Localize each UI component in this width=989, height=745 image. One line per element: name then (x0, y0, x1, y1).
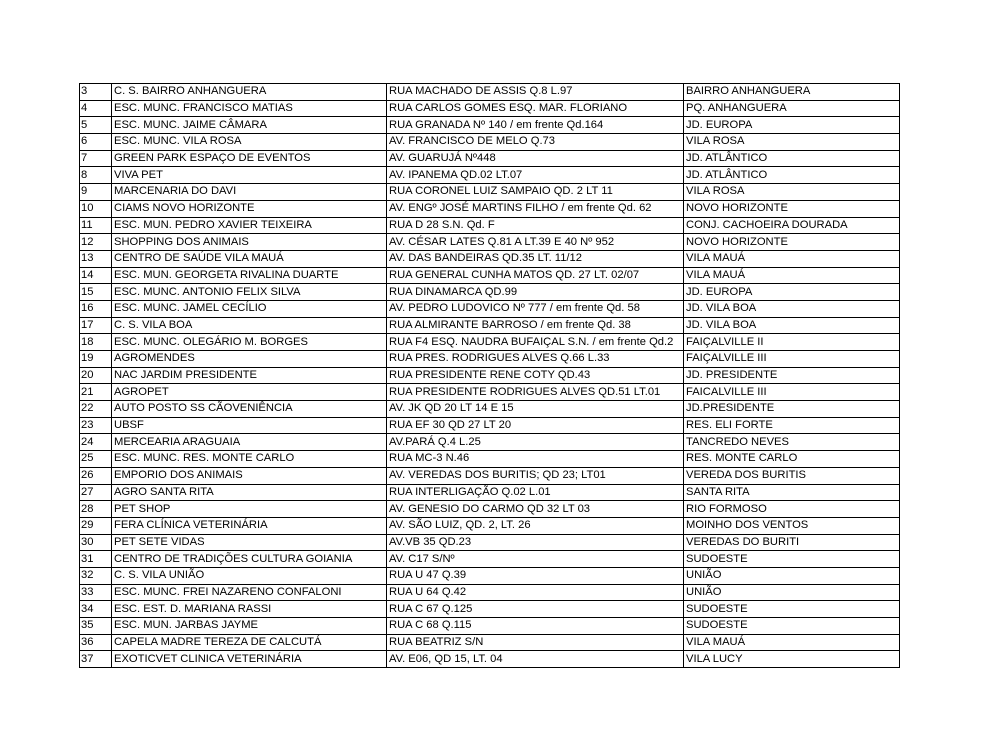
neighborhood-cell: NOVO HORIZONTE (684, 234, 900, 251)
location-name-cell: EMPORIO DOS ANIMAIS (112, 467, 387, 484)
address-cell: AV. ENGº JOSÉ MARTINS FILHO / em frente Qd. 62 (387, 200, 684, 217)
neighborhood-cell: FAICALVILLE III (684, 384, 900, 401)
neighborhood-cell: FAIÇALVILLE III (684, 351, 900, 368)
row-number-cell: 35 (80, 618, 112, 635)
location-name-cell: ESC. MUNC. ANTONIO FELIX SILVA (112, 284, 387, 301)
row-number-cell: 26 (80, 467, 112, 484)
location-name-cell: PET SETE VIDAS (112, 534, 387, 551)
row-number-cell: 6 (80, 134, 112, 151)
table-row (80, 567, 900, 584)
table-row (80, 250, 900, 267)
neighborhood-cell: SUDOESTE (684, 601, 900, 618)
row-number-cell: 25 (80, 451, 112, 468)
neighborhood-cell: PQ. ANHANGUERA (684, 100, 900, 117)
address-cell: RUA C 67 Q.125 (387, 601, 684, 618)
location-name-cell: CENTRO DE TRADIÇÕES CULTURA GOIANIA (112, 551, 387, 568)
neighborhood-cell: JD. EUROPA (684, 284, 900, 301)
location-name-cell: UBSF (112, 417, 387, 434)
row-number-cell: 3 (80, 84, 112, 101)
neighborhood-cell: JD. EUROPA (684, 117, 900, 134)
table-row (80, 100, 900, 117)
table-row (80, 651, 900, 668)
location-name-cell: NAC JARDIM PRESIDENTE (112, 367, 387, 384)
address-cell: AV. GENESIO DO CARMO QD 32 LT 03 (387, 501, 684, 518)
table-row (80, 517, 900, 534)
neighborhood-cell: VILA ROSA (684, 134, 900, 151)
address-cell: AV. IPANEMA QD.02 LT.07 (387, 167, 684, 184)
address-cell: AV. FRANCISCO DE MELO Q.73 (387, 134, 684, 151)
address-cell: AV. GUARUJÁ Nº448 (387, 150, 684, 167)
location-name-cell: ESC. MUN. JARBAS JAYME (112, 618, 387, 635)
row-number-cell: 34 (80, 601, 112, 618)
location-name-cell: FERA CLÍNICA VETERINÁRIA (112, 517, 387, 534)
address-cell: RUA CORONEL LUIZ SAMPAIO QD. 2 LT 11 (387, 184, 684, 201)
location-name-cell: ESC. MUNC. VILA ROSA (112, 134, 387, 151)
neighborhood-cell: VILA MAUÁ (684, 634, 900, 651)
neighborhood-cell: VEREDA DOS BURITIS (684, 467, 900, 484)
table-row (80, 384, 900, 401)
row-number-cell: 29 (80, 517, 112, 534)
neighborhood-cell: JD. VILA BOA (684, 300, 900, 317)
table-row (80, 534, 900, 551)
address-cell: AV. SÃO LUIZ, QD. 2, LT. 26 (387, 517, 684, 534)
neighborhood-cell: JD. VILA BOA (684, 317, 900, 334)
neighborhood-cell: VILA MAUÁ (684, 250, 900, 267)
address-cell: RUA F4 ESQ. NAUDRA BUFAIÇAL S.N. / em frente Qd.2 (387, 334, 684, 351)
table-row (80, 367, 900, 384)
table-row (80, 234, 900, 251)
neighborhood-cell: BAIRRO ANHANGUERA (684, 84, 900, 101)
location-name-cell: ESC. MUNC. JAMEL CECÍLIO (112, 300, 387, 317)
row-number-cell: 19 (80, 351, 112, 368)
address-cell: RUA EF 30 QD 27 LT 20 (387, 417, 684, 434)
row-number-cell: 9 (80, 184, 112, 201)
address-cell: AV. PEDRO LUDOVICO Nº 777 / em frente Qd. 58 (387, 300, 684, 317)
location-name-cell: ESC. MUNC. JAIME CÂMARA (112, 117, 387, 134)
location-name-cell: AGRO SANTA RITA (112, 484, 387, 501)
address-cell: AV.VB 35 QD.23 (387, 534, 684, 551)
location-name-cell: C. S. VILA UNIÃO (112, 567, 387, 584)
location-name-cell: SHOPPING DOS ANIMAIS (112, 234, 387, 251)
address-cell: RUA GENERAL CUNHA MATOS QD. 27 LT. 02/07 (387, 267, 684, 284)
address-cell: AV. C17 S/Nº (387, 551, 684, 568)
table-row (80, 584, 900, 601)
table-row (80, 317, 900, 334)
row-number-cell: 31 (80, 551, 112, 568)
address-cell: RUA U 47 Q.39 (387, 567, 684, 584)
location-name-cell: C. S. BAIRRO ANHANGUERA (112, 84, 387, 101)
row-number-cell: 22 (80, 401, 112, 418)
neighborhood-cell: JD. ATLÂNTICO (684, 150, 900, 167)
table-row (80, 84, 900, 101)
neighborhood-cell: JD.PRESIDENTE (684, 401, 900, 418)
neighborhood-cell: JD. PRESIDENTE (684, 367, 900, 384)
neighborhood-cell: VILA MAUÁ (684, 267, 900, 284)
row-number-cell: 23 (80, 417, 112, 434)
location-name-cell: ESC. MUN. GEORGETA RIVALINA DUARTE (112, 267, 387, 284)
address-cell: AV.PARÁ Q.4 L.25 (387, 434, 684, 451)
address-cell: AV. CÉSAR LATES Q.81 A LT.39 E 40 Nº 952 (387, 234, 684, 251)
location-name-cell: ESC. MUNC. OLEGÁRIO M. BORGES (112, 334, 387, 351)
address-cell: AV. DAS BANDEIRAS QD.35 LT. 11/12 (387, 250, 684, 267)
row-number-cell: 37 (80, 651, 112, 668)
table-row (80, 150, 900, 167)
row-number-cell: 28 (80, 501, 112, 518)
location-name-cell: MARCENARIA DO DAVI (112, 184, 387, 201)
address-cell: RUA PRESIDENTE RODRIGUES ALVES QD.51 LT.01 (387, 384, 684, 401)
row-number-cell: 15 (80, 284, 112, 301)
table-row (80, 134, 900, 151)
row-number-cell: 14 (80, 267, 112, 284)
location-name-cell: CIAMS NOVO HORIZONTE (112, 200, 387, 217)
table-row (80, 551, 900, 568)
neighborhood-cell: MOINHO DOS VENTOS (684, 517, 900, 534)
neighborhood-cell: RIO FORMOSO (684, 501, 900, 518)
location-name-cell: AUTO POSTO SS CÃOVENIÊNCIA (112, 401, 387, 418)
row-number-cell: 12 (80, 234, 112, 251)
address-cell: RUA U 64 Q.42 (387, 584, 684, 601)
row-number-cell: 18 (80, 334, 112, 351)
location-name-cell: AGROMENDES (112, 351, 387, 368)
neighborhood-cell: VILA LUCY (684, 651, 900, 668)
neighborhood-cell: RES. ELI FORTE (684, 417, 900, 434)
row-number-cell: 20 (80, 367, 112, 384)
table-row (80, 618, 900, 635)
neighborhood-cell: VILA ROSA (684, 184, 900, 201)
neighborhood-cell: NOVO HORIZONTE (684, 200, 900, 217)
locations-table-body (80, 84, 900, 668)
address-cell: RUA GRANADA Nº 140 / em frente Qd.164 (387, 117, 684, 134)
row-number-cell: 32 (80, 567, 112, 584)
table-row (80, 334, 900, 351)
location-name-cell: VIVA PET (112, 167, 387, 184)
location-name-cell: MERCEARIA ARAGUAIA (112, 434, 387, 451)
table-row (80, 501, 900, 518)
table-row (80, 601, 900, 618)
table-row (80, 167, 900, 184)
row-number-cell: 27 (80, 484, 112, 501)
table-row (80, 351, 900, 368)
row-number-cell: 4 (80, 100, 112, 117)
table-row (80, 417, 900, 434)
location-name-cell: C. S. VILA BOA (112, 317, 387, 334)
location-name-cell: ESC. MUNC. FRANCISCO MATIAS (112, 100, 387, 117)
location-name-cell: PET SHOP (112, 501, 387, 518)
table-row (80, 184, 900, 201)
table-row (80, 267, 900, 284)
table-row (80, 217, 900, 234)
neighborhood-cell: TANCREDO NEVES (684, 434, 900, 451)
address-cell: RUA BEATRIZ S/N (387, 634, 684, 651)
address-cell: RUA MACHADO DE ASSIS Q.8 L.97 (387, 84, 684, 101)
table-row (80, 484, 900, 501)
row-number-cell: 11 (80, 217, 112, 234)
table-row (80, 401, 900, 418)
neighborhood-cell: SUDOESTE (684, 551, 900, 568)
table-row (80, 634, 900, 651)
address-cell: RUA MC-3 N.46 (387, 451, 684, 468)
row-number-cell: 30 (80, 534, 112, 551)
row-number-cell: 21 (80, 384, 112, 401)
address-cell: RUA CARLOS GOMES ESQ. MAR. FLORIANO (387, 100, 684, 117)
address-cell: AV. E06, QD 15, LT. 04 (387, 651, 684, 668)
address-cell: RUA PRES. RODRIGUES ALVES Q.66 L.33 (387, 351, 684, 368)
table-row (80, 467, 900, 484)
table-row (80, 434, 900, 451)
location-name-cell: ESC. MUNC. RES. MONTE CARLO (112, 451, 387, 468)
location-name-cell: GREEN PARK ESPAÇO DE EVENTOS (112, 150, 387, 167)
neighborhood-cell: CONJ. CACHOEIRA DOURADA (684, 217, 900, 234)
neighborhood-cell: VEREDAS DO BURITI (684, 534, 900, 551)
neighborhood-cell: RES. MONTE CARLO (684, 451, 900, 468)
table-row (80, 117, 900, 134)
table-row (80, 200, 900, 217)
row-number-cell: 17 (80, 317, 112, 334)
address-cell: RUA D 28 S.N. Qd. F (387, 217, 684, 234)
table-row (80, 451, 900, 468)
location-name-cell: ESC. EST. D. MARIANA RASSI (112, 601, 387, 618)
row-number-cell: 8 (80, 167, 112, 184)
table-row (80, 284, 900, 301)
row-number-cell: 16 (80, 300, 112, 317)
location-name-cell: EXOTICVET CLINICA VETERINÁRIA (112, 651, 387, 668)
neighborhood-cell: UNIÃO (684, 567, 900, 584)
row-number-cell: 10 (80, 200, 112, 217)
address-cell: AV. VEREDAS DOS BURITIS; QD 23; LT01 (387, 467, 684, 484)
location-name-cell: ESC. MUN. PEDRO XAVIER TEIXEIRA (112, 217, 387, 234)
location-name-cell: AGROPET (112, 384, 387, 401)
neighborhood-cell: SUDOESTE (684, 618, 900, 635)
address-cell: AV. JK QD 20 LT 14 E 15 (387, 401, 684, 418)
address-cell: RUA C 68 Q.115 (387, 618, 684, 635)
row-number-cell: 5 (80, 117, 112, 134)
row-number-cell: 13 (80, 250, 112, 267)
address-cell: RUA DINAMARCA QD.99 (387, 284, 684, 301)
location-name-cell: CENTRO DE SAÚDE VILA MAUÁ (112, 250, 387, 267)
neighborhood-cell: SANTA RITA (684, 484, 900, 501)
address-cell: RUA INTERLIGAÇÃO Q.02 L.01 (387, 484, 684, 501)
neighborhood-cell: UNIÃO (684, 584, 900, 601)
row-number-cell: 7 (80, 150, 112, 167)
neighborhood-cell: FAIÇALVILLE II (684, 334, 900, 351)
row-number-cell: 36 (80, 634, 112, 651)
location-name-cell: ESC. MUNC. FREI NAZARENO CONFALONI (112, 584, 387, 601)
locations-table (79, 83, 900, 668)
table-row (80, 300, 900, 317)
location-name-cell: CAPELA MADRE TEREZA DE CALCUTÁ (112, 634, 387, 651)
address-cell: RUA PRESIDENTE RENE COTY QD.43 (387, 367, 684, 384)
address-cell: RUA ALMIRANTE BARROSO / em frente Qd. 38 (387, 317, 684, 334)
row-number-cell: 24 (80, 434, 112, 451)
row-number-cell: 33 (80, 584, 112, 601)
neighborhood-cell: JD. ATLÂNTICO (684, 167, 900, 184)
